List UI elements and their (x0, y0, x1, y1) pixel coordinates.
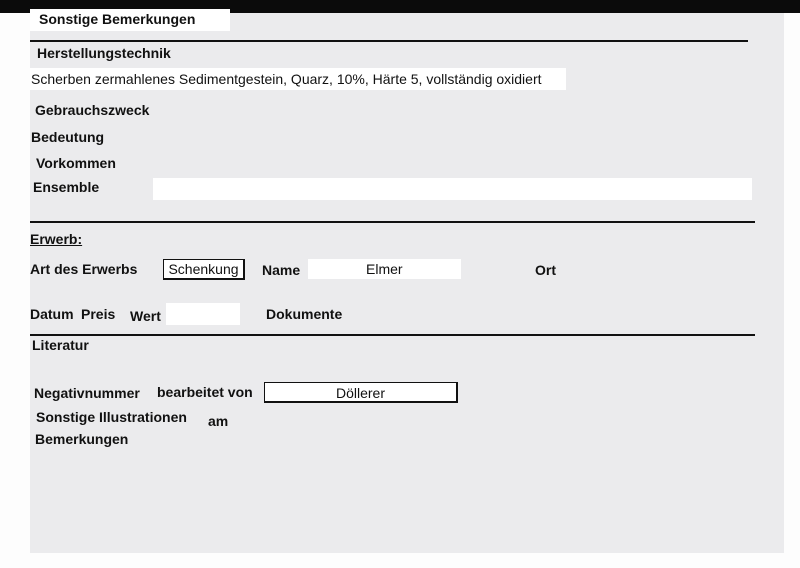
acquisition-name-value: Elmer (366, 261, 403, 277)
acquisition-type-field[interactable]: Schenkung (163, 259, 245, 280)
acquisition-value-field[interactable] (166, 303, 240, 325)
meaning-label: Bedeutung (31, 129, 105, 145)
divider-literature (30, 334, 755, 336)
scan-margin-left (0, 12, 30, 568)
ensemble-field[interactable] (153, 178, 752, 200)
remarks-section-label: Sonstige Bemerkungen (39, 11, 196, 27)
edited-by-field[interactable]: Döllerer (264, 382, 458, 403)
manufacturing-value: Scherben zermahlenes Sedimentgestein, Quarz, 10%, Härte 5, vollständig oxidiert (31, 71, 542, 87)
acquisition-name-label: Name (262, 262, 301, 278)
ensemble-label: Ensemble (33, 179, 100, 195)
scan-margin-right (784, 12, 800, 568)
acquisition-value-label: Wert (130, 308, 161, 324)
acquisition-price-label: Preis (81, 306, 116, 322)
edited-by-label: bearbeitet von (157, 384, 253, 400)
acquisition-type-label: Art des Erwerbs (30, 261, 138, 277)
footer-remarks-label: Bemerkungen (35, 431, 129, 447)
divider-top (30, 40, 748, 42)
acquisition-heading: Erwerb: (30, 231, 83, 247)
form-sheet (30, 12, 785, 553)
occurrence-label: Vorkommen (36, 155, 116, 171)
scan-margin-bottom (0, 553, 800, 568)
documents-label: Dokumente (266, 306, 343, 322)
literature-label: Literatur (32, 337, 89, 353)
purpose-label: Gebrauchszweck (35, 102, 150, 118)
acquisition-date-label: Datum (30, 306, 74, 322)
other-illustrations-label: Sonstige Illustrationen (36, 409, 187, 425)
divider-acquisition (30, 221, 755, 223)
acquisition-place-label: Ort (535, 262, 556, 278)
negative-number-label: Negativnummer (34, 385, 140, 401)
manufacturing-label: Herstellungstechnik (37, 45, 171, 61)
at-label: am (208, 413, 229, 429)
